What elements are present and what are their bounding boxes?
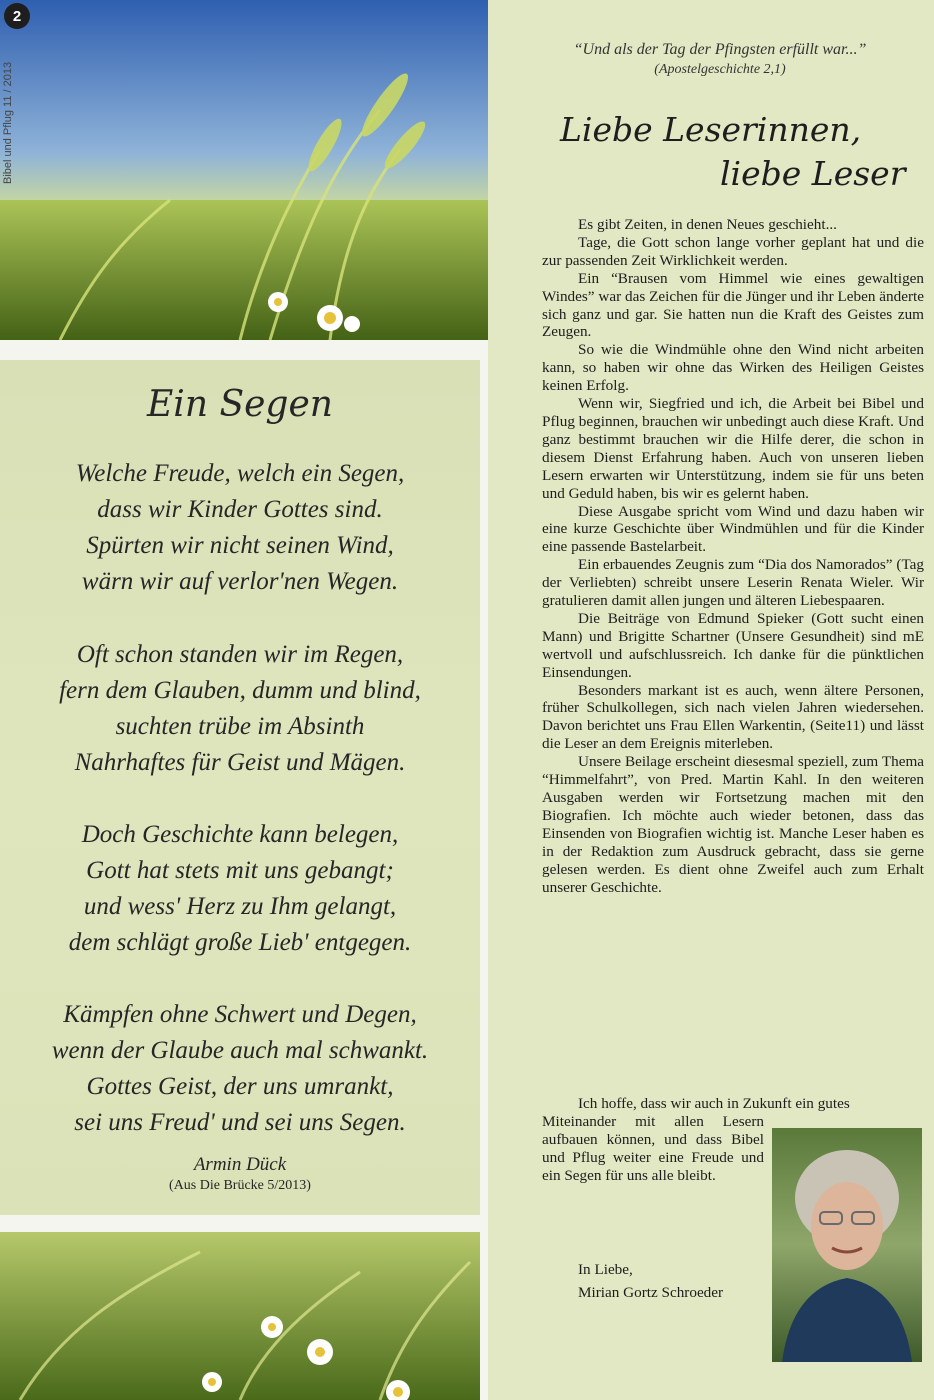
poem-author: Armin Dück <box>193 1154 287 1175</box>
editorial-letter <box>542 216 924 896</box>
signoff-name: Mirian Gortz Schroeder <box>578 1284 724 1301</box>
page-number-badge: 2 <box>4 3 30 29</box>
letter-paragraph: Tage, die Gott schon lange vorher geplant hat und die zur passenden Zeit Wirklichkeit werden. <box>542 233 924 269</box>
wheat-field-photo-top <box>0 0 488 340</box>
poem-line: Welche Freude, welch ein Segen, <box>75 460 405 487</box>
poem-stanza-4 <box>0 997 480 1141</box>
poem-line: und wess' Herz zu Ihm gelangt, <box>83 893 397 920</box>
poem-source: (Aus Die Brücke 5/2013) <box>169 1178 311 1193</box>
letter-paragraph: Es gibt Zeiten, in denen Neues geschieht... <box>578 216 837 233</box>
letter-paragraph: Ein “Brausen vom Himmel wie eines gewaltigen Windes” war das Zeichen für die Jünger und ihr Leben änderte sich ganz und gar. Sie hatten nun die Kraft des Geistes zum Zeugen. <box>542 269 924 341</box>
poem-line: Doch Geschichte kann belegen, <box>81 821 399 848</box>
poem-line: Gott hat stets mit uns gebangt; <box>86 857 394 884</box>
author-portrait <box>772 1128 922 1362</box>
poem-line: dem schlägt große Lieb' entgegen. <box>68 929 412 956</box>
poem-box <box>0 360 480 1215</box>
poem-line: suchten trübe im Absinth <box>115 713 365 740</box>
closing-paragraph <box>542 1113 764 1185</box>
wheat-field-image <box>0 1232 480 1400</box>
signoff <box>578 1258 723 1304</box>
scripture-reference: (Apostelgeschichte 2,1) <box>654 62 786 77</box>
scripture-quote: “Und als der Tag der Pfingsten erfüllt war...” <box>573 41 867 58</box>
poem-line: wenn der Glaube auch mal schwankt. <box>51 1037 429 1064</box>
poem-line: Oft schon standen wir im Regen, <box>76 641 404 668</box>
poem-title: Ein Segen <box>147 384 333 425</box>
letter-paragraph: Ein erbauendes Zeugnis zum “Dia dos Namorados” (Tag der Verliebten) schreibt unsere Leserin Renata Wieler. Wir gratulieren damit allen jungen und älteren Liebespaaren. <box>542 556 924 610</box>
poem-line: Nahrhaftes für Geist und Mägen. <box>74 749 406 776</box>
poem-line: sei uns Freud' und sei uns Segen. <box>74 1109 406 1136</box>
letter-paragraph: So wie die Windmühle ohne den Wind nicht arbeiten kann, so haben wir ohne das Wirken des Heiligen Geistes keinen Erfolg. <box>542 341 924 395</box>
magazine-side-label: Bibel und Pflug 11 / 2013 <box>2 61 14 184</box>
poem-line: fern dem Glauben, dumm und blind, <box>59 677 421 704</box>
closing-lead: Ich hoffe, dass wir auch in Zukunft ein gutes <box>578 1095 850 1112</box>
poem-stanza-3 <box>0 817 480 961</box>
letter-paragraph: Unsere Beilage erscheint diesesmal speziell, zum Thema “Himmelfahrt”, von Pred. Martin Kahl. In den weiteren Ausgaben werden wir Fortsetzung machen mit den Biografien. Ich möchte auch wieder betonen, dass das Einsenden von Biografien wichtig ist. Manche Leser haben es in der Redaktion zum Ausdruck gebracht, dass sie gerne gelesen werden. Es dient ohne Zweifel auch zum Erhalt unserer Geschichte. <box>542 753 924 896</box>
letter-paragraph: Diese Ausgabe spricht vom Wind und dazu haben wir eine kurze Geschichte über Windmühlen und für die Kinder eine passende Bastelarbeit. <box>542 502 924 556</box>
portrait-image <box>772 1128 922 1362</box>
poem-line: Kämpfen ohne Schwert und Degen, <box>63 1001 417 1028</box>
poem-stanza-1 <box>0 456 480 600</box>
poem-line: Gottes Geist, der uns umrankt, <box>86 1073 394 1100</box>
letter-paragraph: Besonders markant ist es auch, wenn ältere Personen, früher Schulkollegen, sich nach vielen Jahren wiedersehen. Davon berichtet uns Frau Ellen Warkentin, (Seite11) und lässt die Leser an dem Ereignis miterleben. <box>542 681 924 753</box>
poem-stanza-2 <box>0 637 480 781</box>
wheat-field-photo-bottom <box>0 1232 480 1400</box>
poem-line: Spürten wir nicht seinen Wind, <box>86 532 394 559</box>
poem-line: wärn wir auf verlor'nen Wegen. <box>81 568 399 595</box>
letter-paragraph: Wenn wir, Siegfried und ich, die Arbeit bei Bibel und Pflug beginnen, brauchen wir unbedingt auch diese Kraft. Und ganz bestimmt brauchen wir die Hilfe derer, die schon in diesem Dienst Erfahrung haben. Auch von unseren lieben Lesern erwarten wir Unterstützung, indem sie für uns beten und Geduld haben, bis wir es gelernt haben. <box>542 395 924 502</box>
greeting-line-1: Liebe Leserinnen, <box>560 110 862 149</box>
poem-line: dass wir Kinder Gottes sind. <box>97 496 383 523</box>
greeting-line-2: liebe Leser <box>720 154 906 193</box>
closing-text: Miteinander mit allen Lesern aufbauen können, und dass Bibel und Pflug weiter eine Freude und ein Segen für uns alle bleibt. <box>542 1113 764 1184</box>
signoff-line: In Liebe, <box>578 1261 633 1278</box>
wheat-field-image <box>0 0 488 340</box>
letter-paragraph: Die Beiträge von Edmund Spieker (Gott sucht einen Mann) und Brigitte Schartner (Unsere Gesundheit) sind mE wertvoll und aufschlussreich. Ich danke für die pünktlichen Einsendungen. <box>542 609 924 681</box>
